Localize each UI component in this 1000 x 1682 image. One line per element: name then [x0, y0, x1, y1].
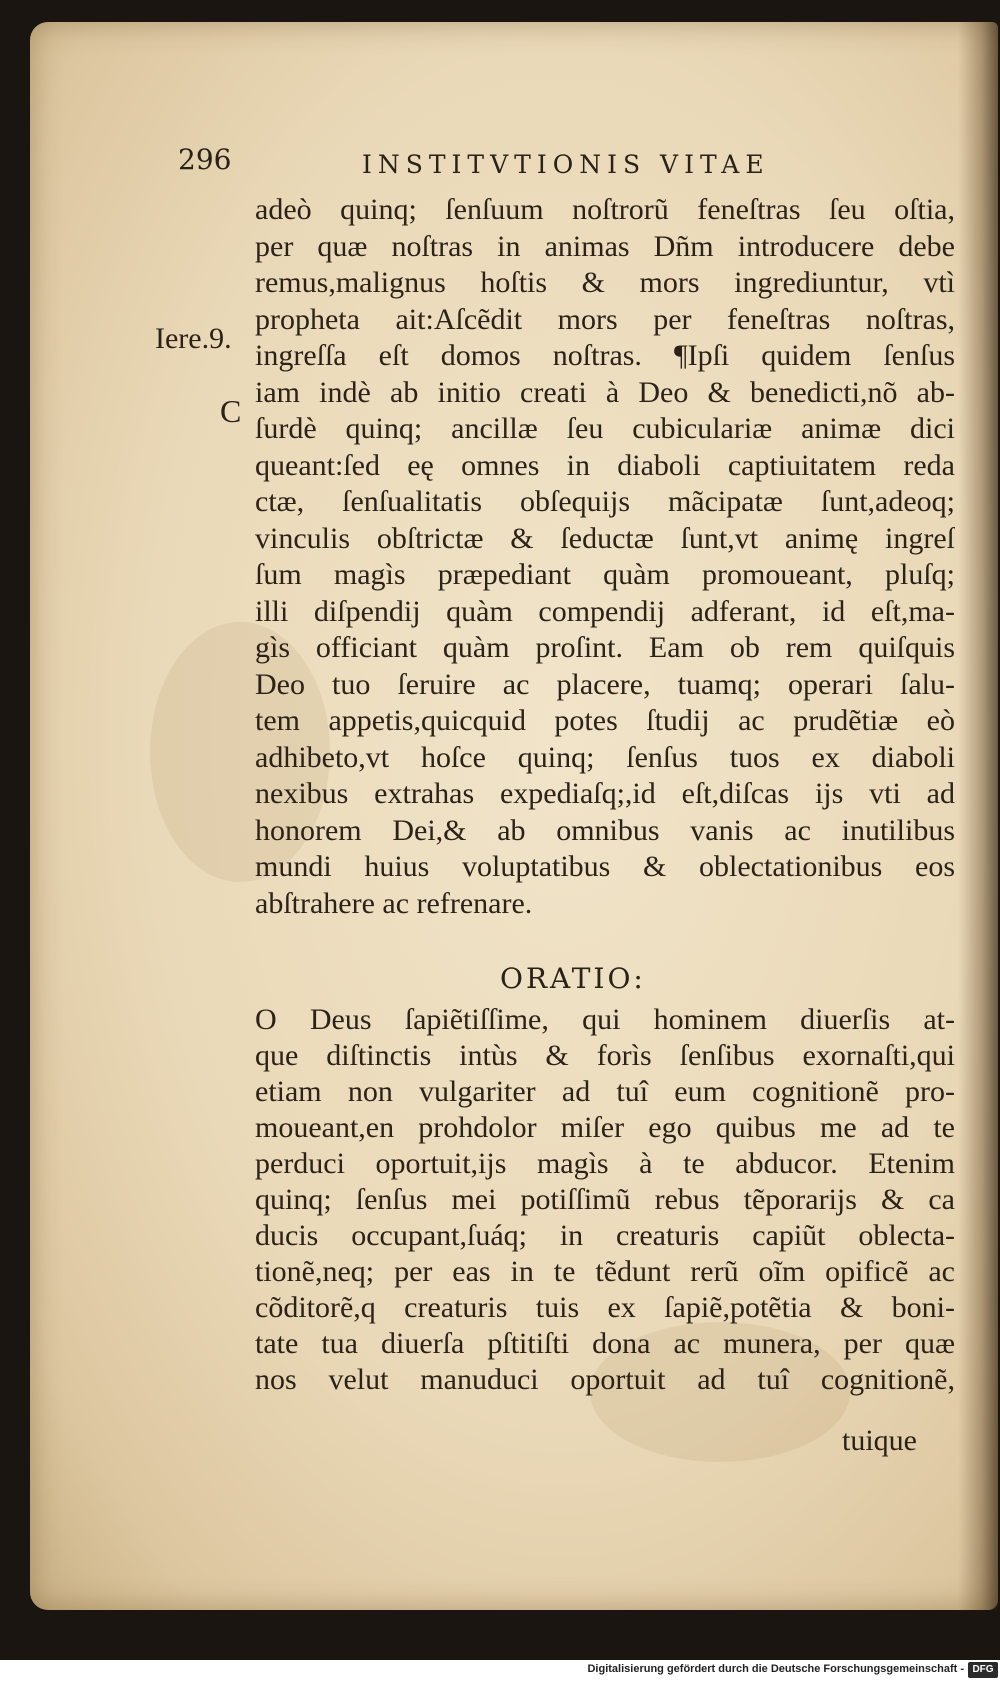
text-line: perduci oportuit,ijs magìs à te abducor. Etenim: [255, 1147, 955, 1180]
funding-credit: Digitalisierung gefördert durch die Deutsche Forschungsgemeinschaft -: [587, 1663, 964, 1675]
text-line: illi diſpendij quàm compendij adferant, id eſt,ma-: [255, 594, 955, 628]
text-line: moueant,en prohdolor miſer ego quibus me ad te: [255, 1111, 955, 1144]
text-line: tionẽ,neq; per eas in te tẽdunt rerũ oĩm opificẽ ac: [255, 1255, 955, 1288]
text-line: tem appetis,quicquid potes ſtudij ac prudẽtiæ eò: [255, 704, 955, 737]
digitization-footer: [0, 1660, 1000, 1682]
text-line: iam indè ab initio creati à Deo & benedicti,nõ ab-: [255, 375, 955, 409]
running-head: INSTITVTIONIS VITAE: [362, 150, 770, 179]
text-line: queant:ſed eę omnes in diaboli captiuitatem reda: [255, 448, 955, 482]
text-line: ctæ, ſenſualitatis obſequijs mãcipatæ ſunt,adeoq;: [255, 485, 955, 518]
prayer-text: [255, 1002, 955, 1398]
page-number: 296: [178, 143, 232, 176]
text-line: cõditorẽ,q creaturis tuis ex ſapiẽ,potẽtia & boni-: [255, 1291, 955, 1324]
marginal-reference: Iere.9.: [155, 322, 232, 355]
dfg-logo: DFG: [968, 1662, 998, 1678]
text-line: que diſtinctis intùs & forìs ſenſibus exornaſti,qui: [255, 1039, 955, 1072]
text-line: ingreſſa eſt domos noſtras. ¶Ipſi quidem ſenſus: [255, 339, 955, 372]
text-line: abſtrahere ac refrenare.: [255, 886, 533, 920]
text-line: ſurdè quinq; ancillæ ſeu cubiculariæ animæ dici: [255, 412, 955, 445]
text-line: etiam non vulgariter ad tuî eum cognitionẽ pro-: [255, 1075, 955, 1108]
text-line: vinculis obſtrictæ & ſeductæ ſunt,vt animę ingreſ: [255, 521, 955, 555]
text-line: gìs officiant quàm proſint. Eam ob rem quiſquis: [255, 631, 955, 664]
text-line: propheta ait:Aſcẽdit mors per feneſtras noſtras,: [255, 302, 955, 336]
text-line: per quæ noſtras in animas Dñm introducere debe: [255, 229, 955, 263]
text-line: nos velut manuduci oportuit ad tuî cognitionẽ,: [255, 1363, 955, 1396]
text-line: tate tua diuerſa pſtitiſti dona ac munera, per quæ: [255, 1327, 955, 1360]
text-line: Deo tuo ſeruire ac placere, tuamq; operari ſalu-: [255, 667, 955, 701]
page-gutter-shadow: [958, 22, 998, 1610]
text-line: adhibeto,vt hoſce quinq; ſenſus tuos ex diaboli: [255, 740, 955, 774]
text-line: ſum magìs præpediant quàm promoueant, pluſq;: [255, 558, 955, 591]
text-line: quinq; ſenſus mei potiſſimũ rebus tẽporarijs & ca: [255, 1183, 955, 1216]
text-line: mundi huius voluptatibus & oblectationibus eos: [255, 850, 955, 883]
section-heading: ORATIO:: [500, 962, 646, 995]
body-text: [255, 192, 955, 922]
text-line: remus,malignus hoſtis & mors ingrediuntur, vtì: [255, 266, 955, 299]
text-line: O Deus ſapiẽtiſſime, qui hominem diuerſis at-: [255, 1003, 955, 1036]
marginal-section-letter: C: [220, 393, 242, 429]
text-line: honorem Dei,& ab omnibus vanis ac inutilibus: [255, 813, 955, 847]
text-line: adeò quinq; ſenſuum noſtrorũ feneſtras ſeu oſtia,: [255, 193, 955, 226]
text-line: ducis occupant,ſuáq; in creaturis capiũt oblecta-: [255, 1219, 955, 1252]
catchword: tuique: [842, 1424, 917, 1457]
text-line: nexibus extrahas expediaſq;,id eſt,diſcas ijs vti ad: [255, 777, 955, 810]
